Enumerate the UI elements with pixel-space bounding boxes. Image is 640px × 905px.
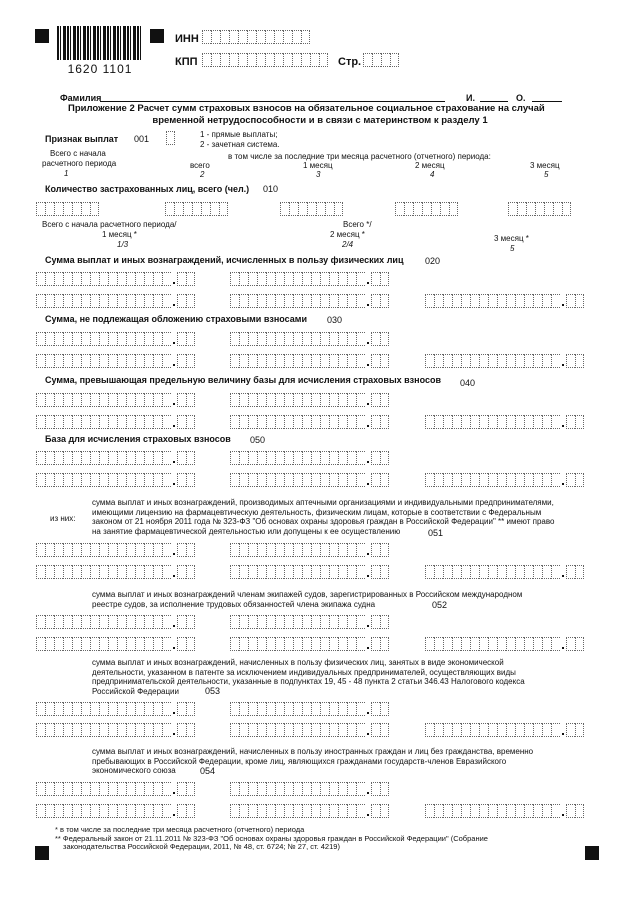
line-040-code: 040	[460, 378, 476, 388]
line-052-text	[92, 590, 522, 609]
line-051-text-l4: на занятие фармацевтической деятельностью или допущены к ее осуществлению	[92, 526, 401, 536]
inn-field[interactable]	[202, 30, 310, 44]
page-label: Стр.	[338, 56, 362, 68]
line-020-r1-left[interactable]	[36, 272, 195, 286]
page-field[interactable]	[363, 53, 399, 67]
barcode	[57, 26, 143, 60]
line-030-code: 030	[327, 315, 343, 325]
line-020-r2-left[interactable]	[36, 294, 195, 308]
line-052-code: 052	[432, 600, 448, 610]
line-051-r1-right[interactable]	[230, 543, 389, 557]
line-040-r2-left[interactable]	[36, 415, 195, 429]
line-051-text-l3: законом от 21 ноября 2011 года № 323-ФЗ "Об основах охраны здоровья граждан в Российской Федерации" ** имеют право	[92, 517, 555, 526]
line-054-text-l3: экономического союза	[92, 766, 176, 775]
line-053-text	[92, 658, 525, 696]
line-050-label: База для исчисления страховых взносов	[45, 434, 231, 444]
line-050-r1-right[interactable]	[230, 451, 389, 465]
line-052-r2-right[interactable]	[425, 637, 584, 651]
col-including-header: в том числе за последние три месяца расчетного (отчетного) периода:	[228, 152, 491, 161]
line-053-text-l4: Российской Федерации	[92, 686, 179, 696]
inn-label: ИНН	[175, 33, 199, 45]
line-050-code: 050	[250, 435, 266, 445]
line-052-r1-right[interactable]	[230, 615, 389, 629]
footnote-1: * в том числе за последние три месяца расчетного (отчетного) периода	[55, 825, 305, 834]
footnote-3: законодательства Российской Федерации, 2011, № 48, ст. 6724; № 27, ст. 4219)	[63, 842, 340, 851]
line-053-text-l2: деятельности, указанном в патенте за исключением индивидуальных предпринимателей, осуществляющих виды	[92, 667, 516, 677]
of-them-label: из них:	[50, 514, 76, 523]
col-number-4: 4	[430, 170, 435, 179]
line-053-r1-left[interactable]	[36, 702, 195, 716]
payment-sign-label: Признак выплат	[45, 134, 119, 144]
line-051-r1-left[interactable]	[36, 543, 195, 557]
kpp-label: КПП	[175, 56, 198, 68]
line-050-r2-mid[interactable]	[230, 473, 389, 487]
line-052-r2-left[interactable]	[36, 637, 195, 651]
line-030-label: Сумма, не подлежащая обложению страховыми взносами	[45, 314, 307, 324]
line-030-r2-left[interactable]	[36, 354, 195, 368]
col2-number-24: 2/4	[342, 240, 354, 249]
corner-marker-bottom-left	[35, 846, 49, 860]
col-month2: 2 месяц	[415, 161, 445, 170]
col-since-start-l1: Всего с начала	[50, 149, 106, 158]
col2-number-5: 5	[510, 244, 515, 253]
line-040-r1-right[interactable]	[230, 393, 389, 407]
col-total: всего	[190, 161, 210, 170]
line-051-r2-mid[interactable]	[230, 565, 389, 579]
col2-month3: 3 месяц *	[494, 234, 529, 243]
line-040-r2-mid[interactable]	[230, 415, 389, 429]
payment-sign-option1: 1 - прямые выплаты;	[200, 130, 278, 139]
line-010-col1[interactable]	[36, 202, 99, 216]
kpp-field[interactable]	[202, 53, 328, 67]
line-010-col3[interactable]	[280, 202, 343, 216]
col-number-2: 2	[200, 170, 205, 179]
payment-sign-code: 001	[134, 134, 150, 144]
line-054-code: 054	[200, 766, 216, 776]
line-020-code: 020	[425, 256, 441, 266]
corner-marker-top-right	[150, 29, 164, 43]
col-number-3: 3	[316, 170, 321, 179]
line-050-r1-left[interactable]	[36, 451, 195, 465]
col-month1: 1 месяц	[303, 161, 333, 170]
line-030-r2-mid[interactable]	[230, 354, 389, 368]
line-051-r2-left[interactable]	[36, 565, 195, 579]
col-number-1: 1	[64, 169, 69, 178]
footnote-2: ** Федеральный закон от 21.11.2011 № 323-ФЗ "Об основах охраны здоровья граждан в Российской Федерации" (Собрание	[55, 833, 488, 843]
col2-since-start: Всего с начала расчетного периода/	[42, 220, 177, 229]
line-040-label: Сумма, превышающая предельную величину базы для исчисления страховых взносов	[45, 375, 441, 385]
col-number-5: 5	[544, 170, 549, 179]
line-030-r2-right[interactable]	[425, 354, 584, 368]
col-since-start-l2: расчетного периода	[42, 159, 117, 168]
line-054-text-l2: пребывающих в Российской Федерации, кроме лиц, являющихся гражданами государств-членов Евразийского	[92, 756, 507, 766]
line-051-text	[92, 498, 554, 536]
col2-number-13: 1/3	[117, 240, 129, 249]
initial-o-field[interactable]	[532, 101, 562, 102]
line-053-r2-mid[interactable]	[230, 723, 389, 737]
barcode-number: 1620 1101	[67, 62, 133, 76]
line-053-r2-left[interactable]	[36, 723, 195, 737]
line-054-r1-left[interactable]	[36, 782, 195, 796]
form-title-line2: временной нетрудоспособности и в связи с материнством к разделу 1	[152, 115, 488, 126]
line-054-r2-right[interactable]	[425, 804, 584, 818]
initial-i-label: И.	[466, 93, 475, 103]
line-050-r2-left[interactable]	[36, 473, 195, 487]
line-051-text-l1: сумма выплат и иных вознаграждений, производимых аптечными организациями и индивидуальными предпринимателями,	[92, 498, 554, 507]
line-051-text-l2: имеющими лицензию на фармацевтическую деятельность, физическим лицам, которые в соответствии с Федеральным	[92, 507, 542, 517]
col2-month2: 2 месяц *	[330, 230, 365, 239]
line-051-code: 051	[428, 528, 444, 538]
line-054-text	[92, 747, 533, 776]
line-052-r2-mid[interactable]	[230, 637, 389, 651]
line-010-label: Количество застрахованных лиц, всего (чел.)	[45, 184, 250, 194]
payment-sign-option2: 2 - зачетная система.	[200, 140, 280, 149]
line-053-r1-right[interactable]	[230, 702, 389, 716]
line-051-r2-right[interactable]	[425, 565, 584, 579]
payment-sign-field[interactable]	[166, 131, 175, 145]
line-010-col4[interactable]	[395, 202, 458, 216]
line-052-r1-left[interactable]	[36, 615, 195, 629]
line-020-r1-right[interactable]	[230, 272, 389, 286]
line-030-r1-right[interactable]	[230, 332, 389, 346]
line-010-code: 010	[263, 184, 279, 194]
line-053-r2-right[interactable]	[425, 723, 584, 737]
line-020-r2-right[interactable]	[425, 294, 584, 308]
initial-i-field[interactable]	[480, 101, 508, 102]
line-053-code: 053	[205, 686, 221, 696]
col-month3: 3 месяц	[530, 161, 560, 170]
line-054-r1-right[interactable]	[230, 782, 389, 796]
line-052-text-l2: реестре судов, за исполнение трудовых обязанностей члена экипажа судна	[92, 599, 376, 609]
line-054-r2-left[interactable]	[36, 804, 195, 818]
line-052-text-l1: сумма выплат и иных вознаграждений членам экипажей судов, зарегистрированных в Российском международном	[92, 590, 523, 599]
corner-marker-top-left	[35, 29, 49, 43]
line-040-r1-left[interactable]	[36, 393, 195, 407]
col2-month1: 1 месяц *	[102, 230, 137, 239]
line-053-text-l1: сумма выплат и иных вознаграждений, начисленных в пользу физических лиц, занятых в виде экономической	[92, 658, 504, 667]
form-title-line1: Приложение 2 Расчет сумм страховых взносов на обязательное социальное страхование на случай	[68, 103, 545, 114]
line-040-r2-right[interactable]	[425, 415, 584, 429]
line-010-col5[interactable]	[508, 202, 571, 216]
line-010-col2[interactable]	[165, 202, 228, 216]
line-054-r2-mid[interactable]	[230, 804, 389, 818]
initial-o-label: О.	[516, 93, 526, 103]
line-053-text-l3: предпринимательской деятельности, указанные в подпунктах 19, 45 - 48 пункта 2 статьи 346.43 Налогового кодекса	[92, 677, 525, 686]
line-050-r2-right[interactable]	[425, 473, 584, 487]
footnotes	[55, 826, 488, 852]
surname-field[interactable]	[100, 101, 445, 102]
col2-total: Всего */	[343, 220, 372, 229]
line-030-r1-left[interactable]	[36, 332, 195, 346]
surname-label: Фамилия	[60, 93, 102, 103]
line-020-r2-mid[interactable]	[230, 294, 389, 308]
line-054-text-l1: сумма выплат и иных вознаграждений, начисленных в пользу иностранных граждан и лиц без гражданства, временно	[92, 747, 534, 756]
line-020-label: Сумма выплат и иных вознаграждений, исчисленных в пользу физических лиц	[45, 255, 404, 265]
corner-marker-bottom-right	[585, 846, 599, 860]
